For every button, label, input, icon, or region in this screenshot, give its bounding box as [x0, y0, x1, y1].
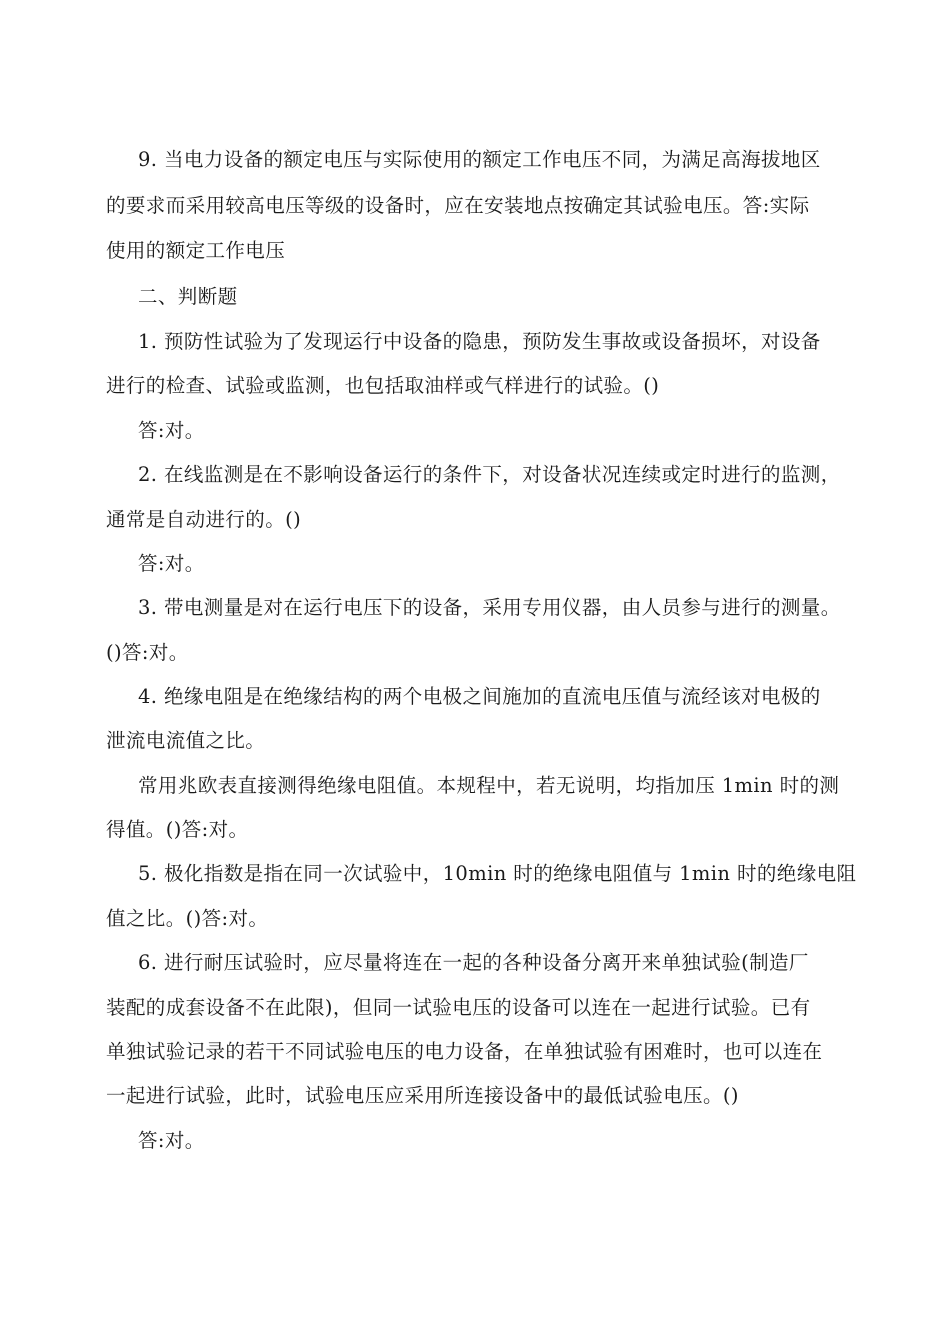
text-line: 5. 极化指数是指在同一次试验中，10min 时的绝缘电阻值与 1min 时的绝缘电阻 [138, 862, 857, 885]
text-line: 通常是自动进行的。() [106, 508, 302, 531]
answer-line: 答:对。 [138, 552, 205, 575]
text-line: 常用兆欧表直接测得绝缘电阻值。本规程中，若无说明，均指加压 1min 时的测 [138, 774, 840, 797]
text-line: 6. 进行耐压试验时，应尽量将连在一起的各种设备分离开来单独试验(制造厂 [138, 951, 809, 974]
text-line: 值之比。()答:对。 [106, 907, 269, 930]
text-line: 单独试验记录的若干不同试验电压的电力设备，在单独试验有困难时，也可以连在 [106, 1040, 823, 1063]
text-line: 1. 预防性试验为了发现运行中设备的隐患，预防发生事故或设备损坏，对设备 [138, 330, 821, 353]
text-line: 进行的检查、试验或监测，也包括取油样或气样进行的试验。() [106, 374, 660, 397]
text-line: 4. 绝缘电阻是在绝缘结构的两个电极之间施加的直流电压值与流经该对电极的 [138, 685, 821, 708]
text-line: 2. 在线监测是在不影响设备运行的条件下，对设备状况连续或定时进行的监测， [138, 463, 841, 486]
text-line: 的要求而采用较高电压等级的设备时，应在安装地点按确定其试验电压。答:实际 [106, 194, 810, 217]
text-line: 泄流电流值之比。 [106, 729, 266, 752]
text-line: 得值。()答:对。 [106, 818, 249, 841]
text-line: 使用的额定工作电压 [106, 239, 286, 262]
text-line: ()答:对。 [106, 641, 189, 664]
text-line: 9. 当电力设备的额定电压与实际使用的额定工作电压不同，为满足高海拔地区 [138, 148, 821, 171]
answer-line: 答:对。 [138, 1129, 205, 1152]
section-heading: 二、判断题 [138, 285, 238, 308]
text-line: 一起进行试验，此时，试验电压应采用所连接设备中的最低试验电压。() [106, 1084, 739, 1107]
text-line: 装配的成套设备不在此限)，但同一试验电压的设备可以连在一起进行试验。已有 [106, 996, 811, 1019]
answer-line: 答:对。 [138, 419, 205, 442]
text-line: 3. 带电测量是对在运行电压下的设备，采用专用仪器，由人员参与进行的测量。 [138, 596, 841, 619]
